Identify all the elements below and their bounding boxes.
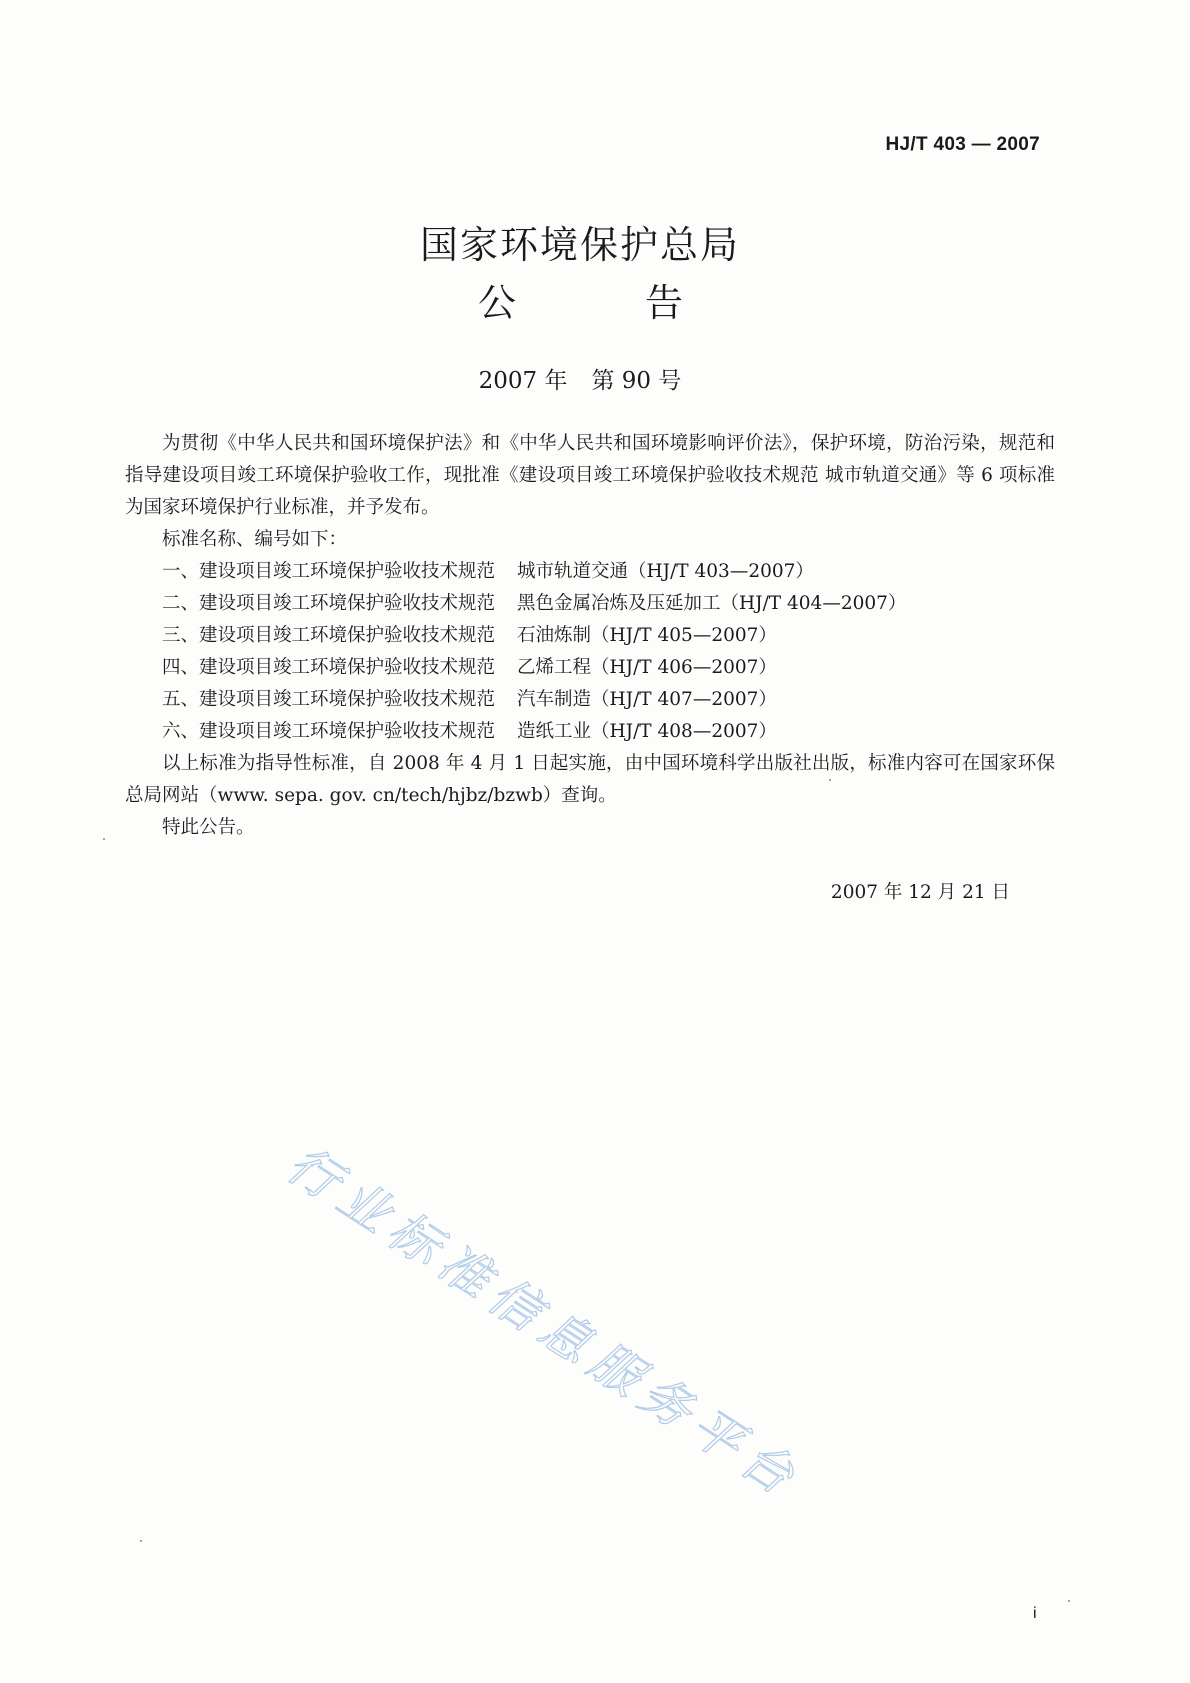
- list-item: [125, 620, 1055, 652]
- list-item: [125, 716, 1055, 748]
- standard-name: 城市轨道交通（HJ/T 403—2007）: [517, 561, 814, 582]
- page-number: i: [1033, 1605, 1037, 1622]
- notice-title-char: 公: [478, 281, 517, 325]
- scan-speck: [829, 779, 831, 781]
- standard-prefix: 一、建设项目竣工环境保护验收技术规范: [162, 561, 496, 582]
- list-item: [125, 652, 1055, 684]
- standard-name: 汽车制造（HJ/T 407—2007）: [517, 689, 777, 710]
- issue-year: 2007 年: [478, 368, 568, 394]
- standard-prefix: 六、建设项目竣工环境保护验收技术规范: [162, 721, 496, 742]
- intro-paragraph: 为贯彻《中华人民共和国环境保护法》和《中华人民共和国环境影响评价法》，保护环境，防治污染，规范和指导建设项目竣工环境保护验收工作，现批准《建设项目竣工环境保护验收技术规范 城市轨道交通》等 6 项标准为国家环境保护行业标准，并予发布。: [125, 433, 1055, 518]
- notice-title-char: 告: [644, 281, 683, 325]
- list-item: [125, 684, 1055, 716]
- scan-speck: [1068, 1600, 1070, 1602]
- standard-code: HJ/T 403 — 2007: [885, 134, 1040, 155]
- implementation-paragraph: 以上标准为指导性标准，自 2008 年 4 月 1 日起实施，由中国环境科学出版社出版，标准内容可在国家环保总局网站（www. sepa. gov. cn/tech/hjbz/bzwb）查询。: [125, 753, 1055, 806]
- standard-name: 黑色金属冶炼及压延加工（HJ/T 404—2007）: [517, 593, 907, 614]
- list-item: [125, 556, 1055, 588]
- standard-prefix: 五、建设项目竣工环境保护验收技术规范: [162, 689, 496, 710]
- list-item: [125, 588, 1055, 620]
- closing-line: 特此公告。: [162, 817, 255, 838]
- standard-name: 乙烯工程（HJ/T 406—2007）: [517, 657, 777, 678]
- agency-title: 国家环境保护总局: [419, 223, 740, 267]
- scan-speck: [140, 1540, 142, 1542]
- issue-number: [0, 362, 1160, 395]
- list-heading: 标准名称、编号如下：: [162, 529, 348, 550]
- standard-prefix: 四、建设项目竣工环境保护验收技术规范: [162, 657, 496, 678]
- standards-list: [125, 556, 1055, 748]
- issue-serial: 第 90 号: [591, 368, 682, 394]
- standard-prefix: 三、建设项目竣工环境保护验收技术规范: [162, 625, 496, 646]
- issue-date: 2007 年 12 月 21 日: [830, 882, 1010, 903]
- standard-name: 造纸工业（HJ/T 408—2007）: [517, 721, 777, 742]
- notice-title: [478, 272, 683, 327]
- standard-name: 石油炼制（HJ/T 405—2007）: [517, 625, 777, 646]
- scan-speck: [103, 838, 105, 840]
- standard-prefix: 二、建设项目竣工环境保护验收技术规范: [162, 593, 496, 614]
- notice-body: [125, 428, 1055, 844]
- watermark: 行业标准信息服务平台: [277, 1135, 812, 1511]
